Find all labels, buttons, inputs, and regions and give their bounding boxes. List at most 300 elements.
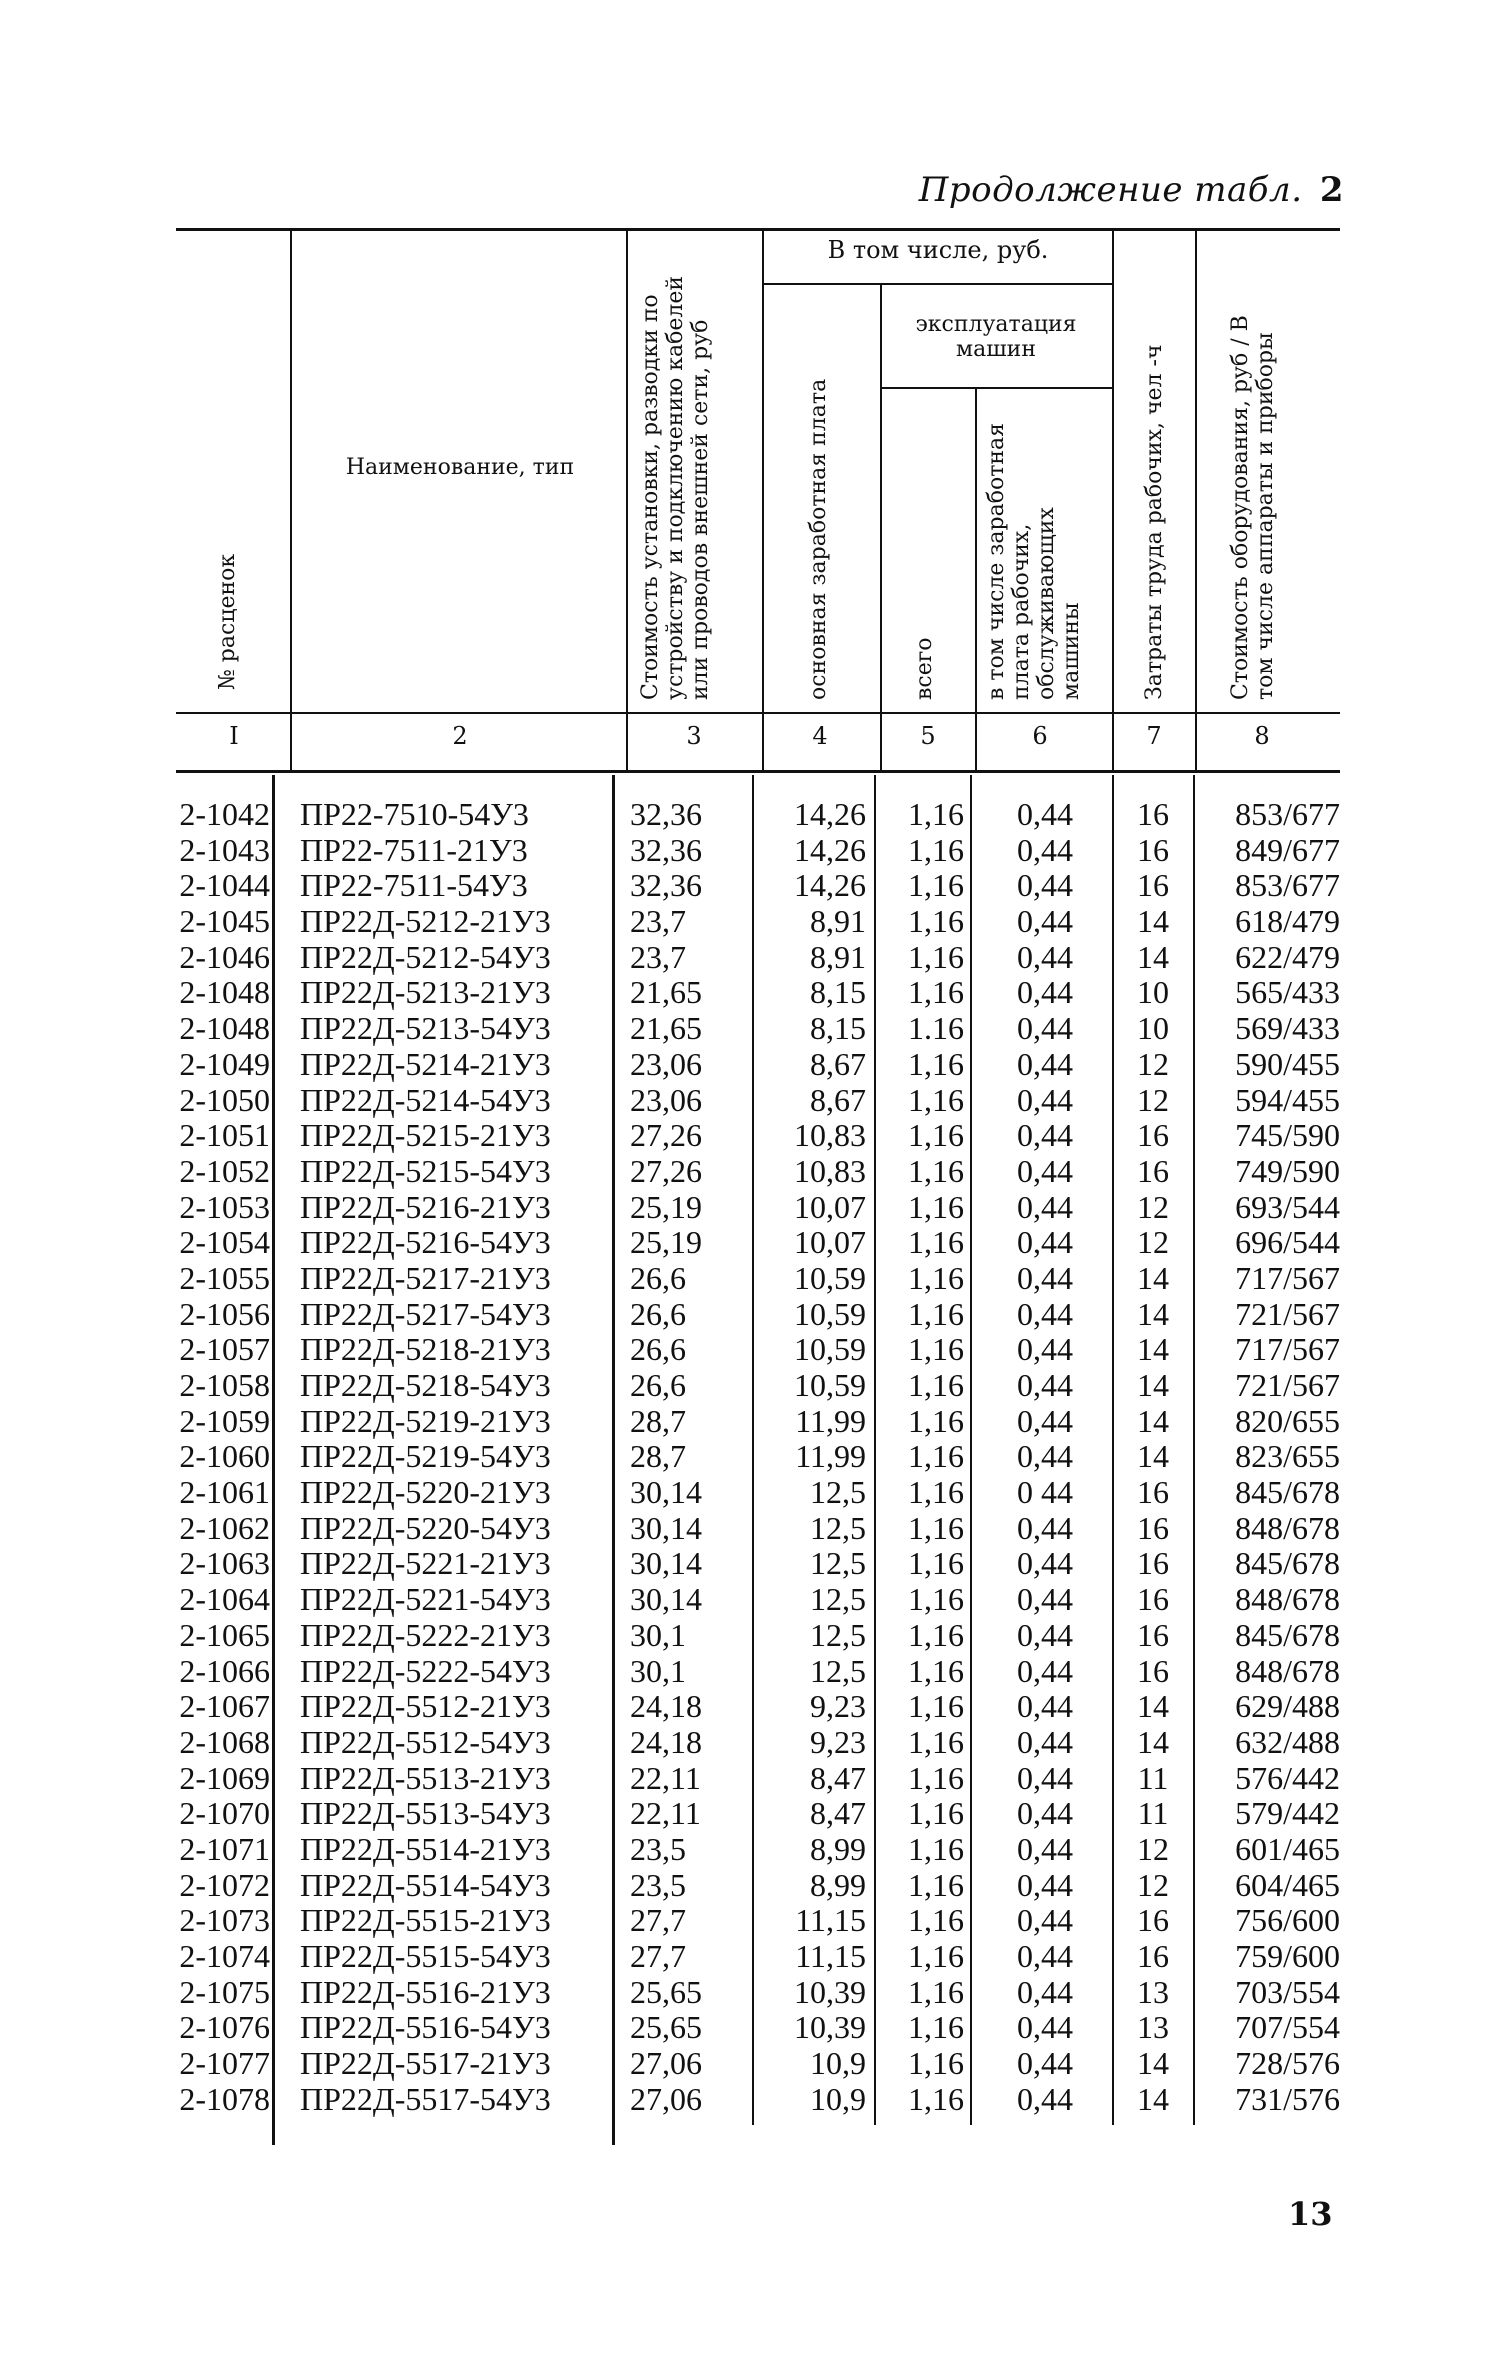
row-machines-wages: 0,44	[1017, 1759, 1073, 1796]
row-machines-total: 1,16	[908, 1188, 964, 1225]
row-machines-total: 1,16	[908, 1616, 964, 1653]
row-labor: 10	[1137, 974, 1169, 1011]
row-labor: 16	[1137, 796, 1169, 832]
row-cost: 27,26	[630, 1152, 702, 1189]
row-labor: 16	[1137, 1938, 1169, 1974]
row-cost: 22,11	[630, 1795, 701, 1832]
row-machines-wages: 0,44	[1017, 1509, 1073, 1546]
row-wages: 12,5	[810, 1545, 866, 1582]
row-labor: 14	[1137, 1295, 1169, 1332]
row-equipment: 576/442	[1235, 1759, 1340, 1796]
row-labor: 14	[1137, 1688, 1169, 1725]
row-machines-wages: 0,44	[1017, 1010, 1073, 1047]
row-cost: 26,6	[630, 1259, 686, 1296]
row-machines-wages: 0,44	[1017, 1152, 1073, 1189]
row-machines-total: 1,16	[908, 1723, 964, 1760]
row-name: ПР22-7511-54У3	[300, 867, 528, 904]
row-name: ПР22Д-5214-54У3	[300, 1081, 551, 1118]
row-name: ПР22-7510-54У3	[300, 796, 529, 832]
row-labor: 13	[1137, 1973, 1169, 2010]
row-code: 2-1078	[179, 2080, 270, 2117]
row-wages: 12,5	[810, 1652, 866, 1689]
row-machines-wages: 0,44	[1017, 1331, 1073, 1368]
row-code: 2-1046	[179, 938, 270, 975]
row-labor: 16	[1137, 1652, 1169, 1689]
row-machines-wages: 0,44	[1017, 1045, 1073, 1082]
row-code: 2-1077	[179, 2045, 270, 2082]
row-wages: 10,59	[794, 1295, 866, 1332]
row-machines-total: 1,16	[908, 1402, 964, 1439]
row-labor: 10	[1137, 1010, 1169, 1047]
row-cost: 32,36	[630, 796, 702, 832]
row-equipment: 696/544	[1235, 1224, 1340, 1261]
colnum-1: I	[229, 722, 239, 750]
row-wages: 12,5	[810, 1474, 866, 1511]
row-machines-wages: 0,44	[1017, 1866, 1073, 1903]
row-machines-wages: 0,44	[1017, 1081, 1073, 1118]
row-wages: 8,47	[810, 1759, 866, 1796]
row-machines-total: 1,16	[908, 1259, 964, 1296]
header-divider-6	[1112, 230, 1114, 770]
column-wages	[762, 797, 866, 2117]
row-wages: 10,9	[810, 2045, 866, 2082]
row-machines-wages: 0,44	[1017, 1973, 1073, 2010]
colnum-7: 7	[1146, 722, 1162, 750]
row-name: ПР22Д-5218-54У3	[300, 1367, 551, 1403]
row-equipment: 823/655	[1235, 1438, 1340, 1475]
row-labor: 12	[1137, 1830, 1169, 1867]
row-code: 2-1060	[179, 1438, 270, 1475]
row-machines-total: 1,16	[908, 938, 964, 975]
row-machines-wages: 0,44	[1017, 831, 1073, 868]
row-cost: 25,65	[630, 1973, 702, 2010]
row-cost: 27,06	[630, 2045, 702, 2082]
row-cost: 25,19	[630, 1188, 702, 1225]
row-wages: 11,99	[795, 1402, 866, 1439]
row-labor: 16	[1137, 831, 1169, 868]
row-code: 2-1059	[179, 1402, 270, 1439]
row-equipment: 590/455	[1235, 1045, 1340, 1082]
row-code: 2-1054	[179, 1224, 270, 1261]
row-machines-wages: 0,44	[1017, 903, 1073, 940]
row-cost: 30,1	[630, 1616, 686, 1653]
row-name: ПР22Д-5517-21У3	[300, 2045, 551, 2082]
row-labor: 12	[1137, 1224, 1169, 1261]
row-wages: 12,5	[810, 1616, 866, 1653]
header-col8	[1228, 300, 1278, 700]
row-machines-wages: 0,44	[1017, 1438, 1073, 1475]
row-name: ПР22Д-5220-21У3	[300, 1474, 551, 1511]
row-labor: 16	[1137, 1902, 1169, 1939]
row-machines-total: 1,16	[908, 1973, 964, 2010]
row-code: 2-1063	[179, 1545, 270, 1582]
row-machines-wages: 0,44	[1017, 2080, 1073, 2117]
row-name: ПР22Д-5216-21У3	[300, 1188, 551, 1225]
body-divider-7	[1193, 775, 1195, 2125]
row-equipment: 569/433	[1235, 1010, 1340, 1047]
numbers-bottom-rule	[176, 770, 1340, 773]
row-name: ПР22Д-5221-21У3	[300, 1545, 551, 1582]
row-wages: 14,26	[794, 831, 866, 868]
row-equipment: 731/576	[1235, 2080, 1340, 2117]
row-equipment: 721/567	[1235, 1367, 1340, 1403]
row-labor: 16	[1137, 1545, 1169, 1582]
row-cost: 25,19	[630, 1224, 702, 1261]
row-labor: 12	[1137, 1081, 1169, 1118]
row-wages: 8,47	[810, 1795, 866, 1832]
row-code: 2-1052	[179, 1152, 270, 1189]
row-name: ПР22Д-5221-54У3	[300, 1581, 551, 1618]
row-machines-wages: 0,44	[1017, 1295, 1073, 1332]
row-name: ПР22Д-5222-54У3	[300, 1652, 551, 1689]
row-name: ПР22Д-5220-54У3	[300, 1509, 551, 1546]
row-labor: 14	[1137, 903, 1169, 940]
row-name: ПР22Д-5219-21У3	[300, 1402, 551, 1439]
row-labor: 11	[1137, 1795, 1169, 1832]
row-wages: 10,07	[794, 1224, 866, 1261]
row-machines-wages: 0,44	[1017, 1795, 1073, 1832]
row-equipment: 849/677	[1235, 831, 1340, 868]
column-machines-wages	[990, 797, 1100, 2117]
row-name: ПР22Д-5219-54У3	[300, 1438, 551, 1475]
column-cost	[630, 797, 742, 2117]
row-machines-total: 1,16	[908, 2080, 964, 2117]
row-code: 2-1057	[179, 1331, 270, 1368]
row-equipment: 707/554	[1235, 2009, 1340, 2046]
row-labor: 14	[1137, 1438, 1169, 1475]
row-cost: 26,6	[630, 1331, 686, 1368]
row-machines-total: 1,16	[908, 1117, 964, 1154]
body-divider-2	[612, 775, 615, 2145]
row-equipment: 717/567	[1235, 1331, 1340, 1368]
row-equipment: 601/465	[1235, 1830, 1340, 1867]
row-code: 2-1043	[179, 831, 270, 868]
row-machines-total: 1,16	[908, 867, 964, 904]
colnum-3: 3	[686, 722, 702, 750]
top-rule	[176, 228, 1340, 231]
row-code: 2-1044	[179, 867, 270, 904]
row-cost: 25,65	[630, 2009, 702, 2046]
header-col6	[984, 410, 1084, 700]
row-machines-total: 1,16	[908, 1759, 964, 1796]
header-divider-2	[626, 230, 628, 770]
row-equipment: 721/567	[1235, 1295, 1340, 1332]
row-machines-total: 1,16	[908, 1045, 964, 1082]
row-wages: 8,15	[810, 1010, 866, 1047]
row-machines-total: 1,16	[908, 1581, 964, 1618]
body-divider-3	[752, 775, 754, 2125]
row-wages: 8,91	[810, 903, 866, 940]
header-col2: Наименование, тип	[345, 455, 575, 480]
row-code: 2-1049	[179, 1045, 270, 1082]
row-equipment: 820/655	[1235, 1402, 1340, 1439]
row-machines-total: 1,16	[908, 1545, 964, 1582]
header-col5: всего	[912, 637, 937, 700]
row-cost: 27,7	[630, 1938, 686, 1974]
row-code: 2-1055	[179, 1259, 270, 1296]
row-wages: 8,67	[810, 1081, 866, 1118]
row-wages: 8,99	[810, 1830, 866, 1867]
row-labor: 16	[1137, 1152, 1169, 1189]
row-name: ПР22-7511-21У3	[300, 831, 528, 868]
row-cost: 24,18	[630, 1688, 702, 1725]
row-name: ПР22Д-5514-54У3	[300, 1866, 551, 1903]
row-labor: 16	[1137, 1581, 1169, 1618]
row-labor: 16	[1137, 1616, 1169, 1653]
row-cost: 27,06	[630, 2080, 702, 2117]
row-machines-wages: 0,44	[1017, 1723, 1073, 1760]
row-wages: 8,15	[810, 974, 866, 1011]
row-cost: 23,06	[630, 1081, 702, 1118]
row-equipment: 728/576	[1235, 2045, 1340, 2082]
header-divider-7	[1195, 230, 1197, 770]
row-code: 2-1050	[179, 1081, 270, 1118]
row-code: 2-1069	[179, 1759, 270, 1796]
row-name: ПР22Д-5513-54У3	[300, 1795, 551, 1832]
row-machines-total: 1,16	[908, 1902, 964, 1939]
column-machines-total	[878, 797, 964, 2117]
row-cost: 27,26	[630, 1117, 702, 1154]
row-name: ПР22Д-5215-54У3	[300, 1152, 551, 1189]
row-code: 2-1071	[179, 1830, 270, 1867]
row-equipment: 622/479	[1235, 938, 1340, 975]
row-code: 2-1070	[179, 1795, 270, 1832]
row-equipment: 717/567	[1235, 1259, 1340, 1296]
row-code: 2-1064	[179, 1581, 270, 1618]
colnum-4: 4	[812, 722, 828, 750]
row-machines-wages: 0,44	[1017, 1581, 1073, 1618]
row-cost: 24,18	[630, 1723, 702, 1760]
row-machines-wages: 0,44	[1017, 1188, 1073, 1225]
row-machines-total: 1,16	[908, 796, 964, 832]
row-code: 2-1056	[179, 1295, 270, 1332]
row-cost: 28,7	[630, 1438, 686, 1475]
row-cost: 30,14	[630, 1581, 702, 1618]
row-cost: 23,7	[630, 938, 686, 975]
row-cost: 32,36	[630, 831, 702, 868]
row-machines-wages: 0,44	[1017, 1117, 1073, 1154]
colnum-5: 5	[920, 722, 936, 750]
row-equipment: 853/677	[1235, 796, 1340, 832]
row-wages: 8,99	[810, 1866, 866, 1903]
header-col4: основная заработная плата	[806, 378, 831, 700]
row-machines-wages: 0,44	[1017, 1902, 1073, 1939]
row-wages: 10,39	[794, 1973, 866, 2010]
row-machines-wages: 0,44	[1017, 1830, 1073, 1867]
row-machines-wages: 0,44	[1017, 938, 1073, 975]
subgroup-rule	[880, 387, 1112, 389]
row-machines-total: 1,16	[908, 2009, 964, 2046]
row-machines-total: 1.16	[908, 1010, 964, 1047]
row-equipment: 845/678	[1235, 1545, 1340, 1582]
colnum-6: 6	[1032, 722, 1048, 750]
row-cost: 23,06	[630, 1045, 702, 1082]
page-number: 13	[1288, 2195, 1333, 2233]
row-cost: 22,11	[630, 1759, 701, 1796]
row-equipment: 629/488	[1235, 1688, 1340, 1725]
row-code: 2-1042	[179, 796, 270, 832]
header-col3-text: Стоимость установки, разводки по устройству и подключению кабелей или проводов внешней сети, руб	[638, 275, 713, 700]
table-caption	[919, 170, 1344, 210]
header-divider-3	[762, 230, 764, 770]
row-wages: 12,5	[810, 1581, 866, 1618]
row-wages: 11,15	[795, 1902, 866, 1939]
column-equipment	[1198, 797, 1340, 2117]
row-equipment: 604/465	[1235, 1866, 1340, 1903]
row-equipment: 579/442	[1235, 1795, 1340, 1832]
row-machines-total: 1,16	[908, 903, 964, 940]
row-wages: 11,99	[795, 1438, 866, 1475]
row-wages: 10,59	[794, 1367, 866, 1403]
row-cost: 30,14	[630, 1509, 702, 1546]
row-labor: 13	[1137, 2009, 1169, 2046]
row-equipment: 848/678	[1235, 1509, 1340, 1546]
row-equipment: 632/488	[1235, 1723, 1340, 1760]
row-labor: 11	[1137, 1759, 1169, 1796]
row-code: 2-1067	[179, 1688, 270, 1725]
row-code: 2-1074	[179, 1938, 270, 1974]
row-machines-total: 1,16	[908, 1152, 964, 1189]
row-machines-wages: 0,44	[1017, 1402, 1073, 1439]
row-machines-wages: 0,44	[1017, 796, 1073, 832]
header-bottom-rule	[176, 712, 1340, 714]
header-col7: Затраты труда рабочих, чел -ч	[1142, 344, 1167, 700]
row-code: 2-1061	[179, 1474, 270, 1511]
row-cost: 26,6	[630, 1295, 686, 1332]
row-machines-total: 1,16	[908, 2045, 964, 2082]
row-machines-total: 1,16	[908, 1938, 964, 1974]
body-divider-6	[1112, 775, 1114, 2125]
column-names	[300, 797, 606, 2117]
row-code: 2-1051	[179, 1117, 270, 1154]
row-wages: 10,9	[810, 2080, 866, 2117]
column-codes	[142, 797, 270, 2117]
row-machines-wages: 0,44	[1017, 1616, 1073, 1653]
row-name: ПР22Д-5515-21У3	[300, 1902, 551, 1939]
row-machines-wages: 0,44	[1017, 1938, 1073, 1974]
row-cost: 23,5	[630, 1830, 686, 1867]
row-wages: 10,59	[794, 1331, 866, 1368]
row-code: 2-1048	[179, 1010, 270, 1047]
row-name: ПР22Д-5516-21У3	[300, 1973, 551, 2010]
row-name: ПР22Д-5212-21У3	[300, 903, 551, 940]
header-col8-text: Стоимость оборудования, руб / В том числе аппараты и приборы	[1228, 315, 1278, 700]
row-machines-total: 1,16	[908, 1866, 964, 1903]
row-code: 2-1073	[179, 1902, 270, 1939]
row-machines-total: 1,16	[908, 1474, 964, 1511]
header-col6-text: в том числе заработная плата рабочих, обслуживающих машины	[984, 422, 1084, 700]
row-name: ПР22Д-5222-21У3	[300, 1616, 551, 1653]
body-divider-1	[272, 775, 275, 2145]
row-machines-total: 1,16	[908, 1367, 964, 1403]
row-machines-total: 1,16	[908, 1688, 964, 1725]
group-rule	[762, 283, 1112, 285]
row-labor: 14	[1137, 1402, 1169, 1439]
row-cost: 26,6	[630, 1367, 686, 1403]
row-name: ПР22Д-5216-54У3	[300, 1224, 551, 1261]
row-name: ПР22Д-5212-54У3	[300, 938, 551, 975]
row-labor: 14	[1137, 1259, 1169, 1296]
row-wages: 11,15	[795, 1938, 866, 1974]
row-labor: 16	[1137, 1509, 1169, 1546]
row-code: 2-1062	[179, 1509, 270, 1546]
header-divider-1	[290, 230, 292, 770]
row-machines-wages: 0,44	[1017, 2045, 1073, 2082]
row-equipment: 618/479	[1235, 903, 1340, 940]
row-name: ПР22Д-5513-21У3	[300, 1759, 551, 1796]
row-labor: 16	[1137, 1474, 1169, 1511]
row-wages: 8,91	[810, 938, 866, 975]
row-machines-wages: 0,44	[1017, 1259, 1073, 1296]
row-equipment: 693/544	[1235, 1188, 1340, 1225]
row-machines-total: 1,16	[908, 831, 964, 868]
row-name: ПР22Д-5215-21У3	[300, 1117, 551, 1154]
row-cost: 23,5	[630, 1866, 686, 1903]
row-name: ПР22Д-5512-54У3	[300, 1723, 551, 1760]
row-code: 2-1048	[179, 974, 270, 1011]
row-cost: 21,65	[630, 974, 702, 1011]
colnum-8: 8	[1254, 722, 1270, 750]
row-cost: 28,7	[630, 1402, 686, 1439]
row-labor: 12	[1137, 1866, 1169, 1903]
row-machines-wages: 0,44	[1017, 1367, 1073, 1403]
row-name: ПР22Д-5515-54У3	[300, 1938, 551, 1974]
row-labor: 12	[1137, 1188, 1169, 1225]
row-equipment: 845/678	[1235, 1474, 1340, 1511]
row-name: ПР22Д-5218-21У3	[300, 1331, 551, 1368]
row-code: 2-1058	[179, 1367, 270, 1403]
row-machines-wages: 0,44	[1017, 1224, 1073, 1261]
row-wages: 10,83	[794, 1117, 866, 1154]
row-name: ПР22Д-5214-21У3	[300, 1045, 551, 1082]
row-machines-wages: 0,44	[1017, 1545, 1073, 1582]
row-machines-total: 1,16	[908, 1795, 964, 1832]
row-equipment: 745/590	[1235, 1117, 1340, 1154]
row-name: ПР22Д-5514-21У3	[300, 1830, 551, 1867]
row-code: 2-1045	[179, 903, 270, 940]
row-code: 2-1068	[179, 1723, 270, 1760]
caption-text: Продолжение табл.	[918, 170, 1303, 210]
body-divider-5	[970, 775, 972, 2125]
row-machines-total: 1,16	[908, 1081, 964, 1118]
row-wages: 9,23	[810, 1723, 866, 1760]
row-wages: 8,67	[810, 1045, 866, 1082]
row-labor: 12	[1137, 1045, 1169, 1082]
row-code: 2-1053	[179, 1188, 270, 1225]
row-cost: 30,1	[630, 1652, 686, 1689]
row-cost: 30,14	[630, 1545, 702, 1582]
row-code: 2-1075	[179, 1973, 270, 2010]
row-machines-total: 1,16	[908, 1295, 964, 1332]
row-machines-total: 1,16	[908, 1652, 964, 1689]
row-machines-wages: 0 44	[1017, 1474, 1073, 1511]
row-name: ПР22Д-5512-21У3	[300, 1688, 551, 1725]
row-labor: 16	[1137, 1117, 1169, 1154]
row-equipment: 594/455	[1235, 1081, 1340, 1118]
row-wages: 9,23	[810, 1688, 866, 1725]
row-labor: 14	[1137, 1331, 1169, 1368]
row-wages: 10,39	[794, 2009, 866, 2046]
row-equipment: 749/590	[1235, 1152, 1340, 1189]
row-cost: 21,65	[630, 1010, 702, 1047]
row-name: ПР22Д-5517-54У3	[300, 2080, 551, 2117]
row-code: 2-1072	[179, 1866, 270, 1903]
row-name: ПР22Д-5217-21У3	[300, 1259, 551, 1296]
body-divider-4	[874, 775, 876, 2125]
row-cost: 23,7	[630, 903, 686, 940]
row-labor: 14	[1137, 1367, 1169, 1403]
row-cost: 32,36	[630, 867, 702, 904]
